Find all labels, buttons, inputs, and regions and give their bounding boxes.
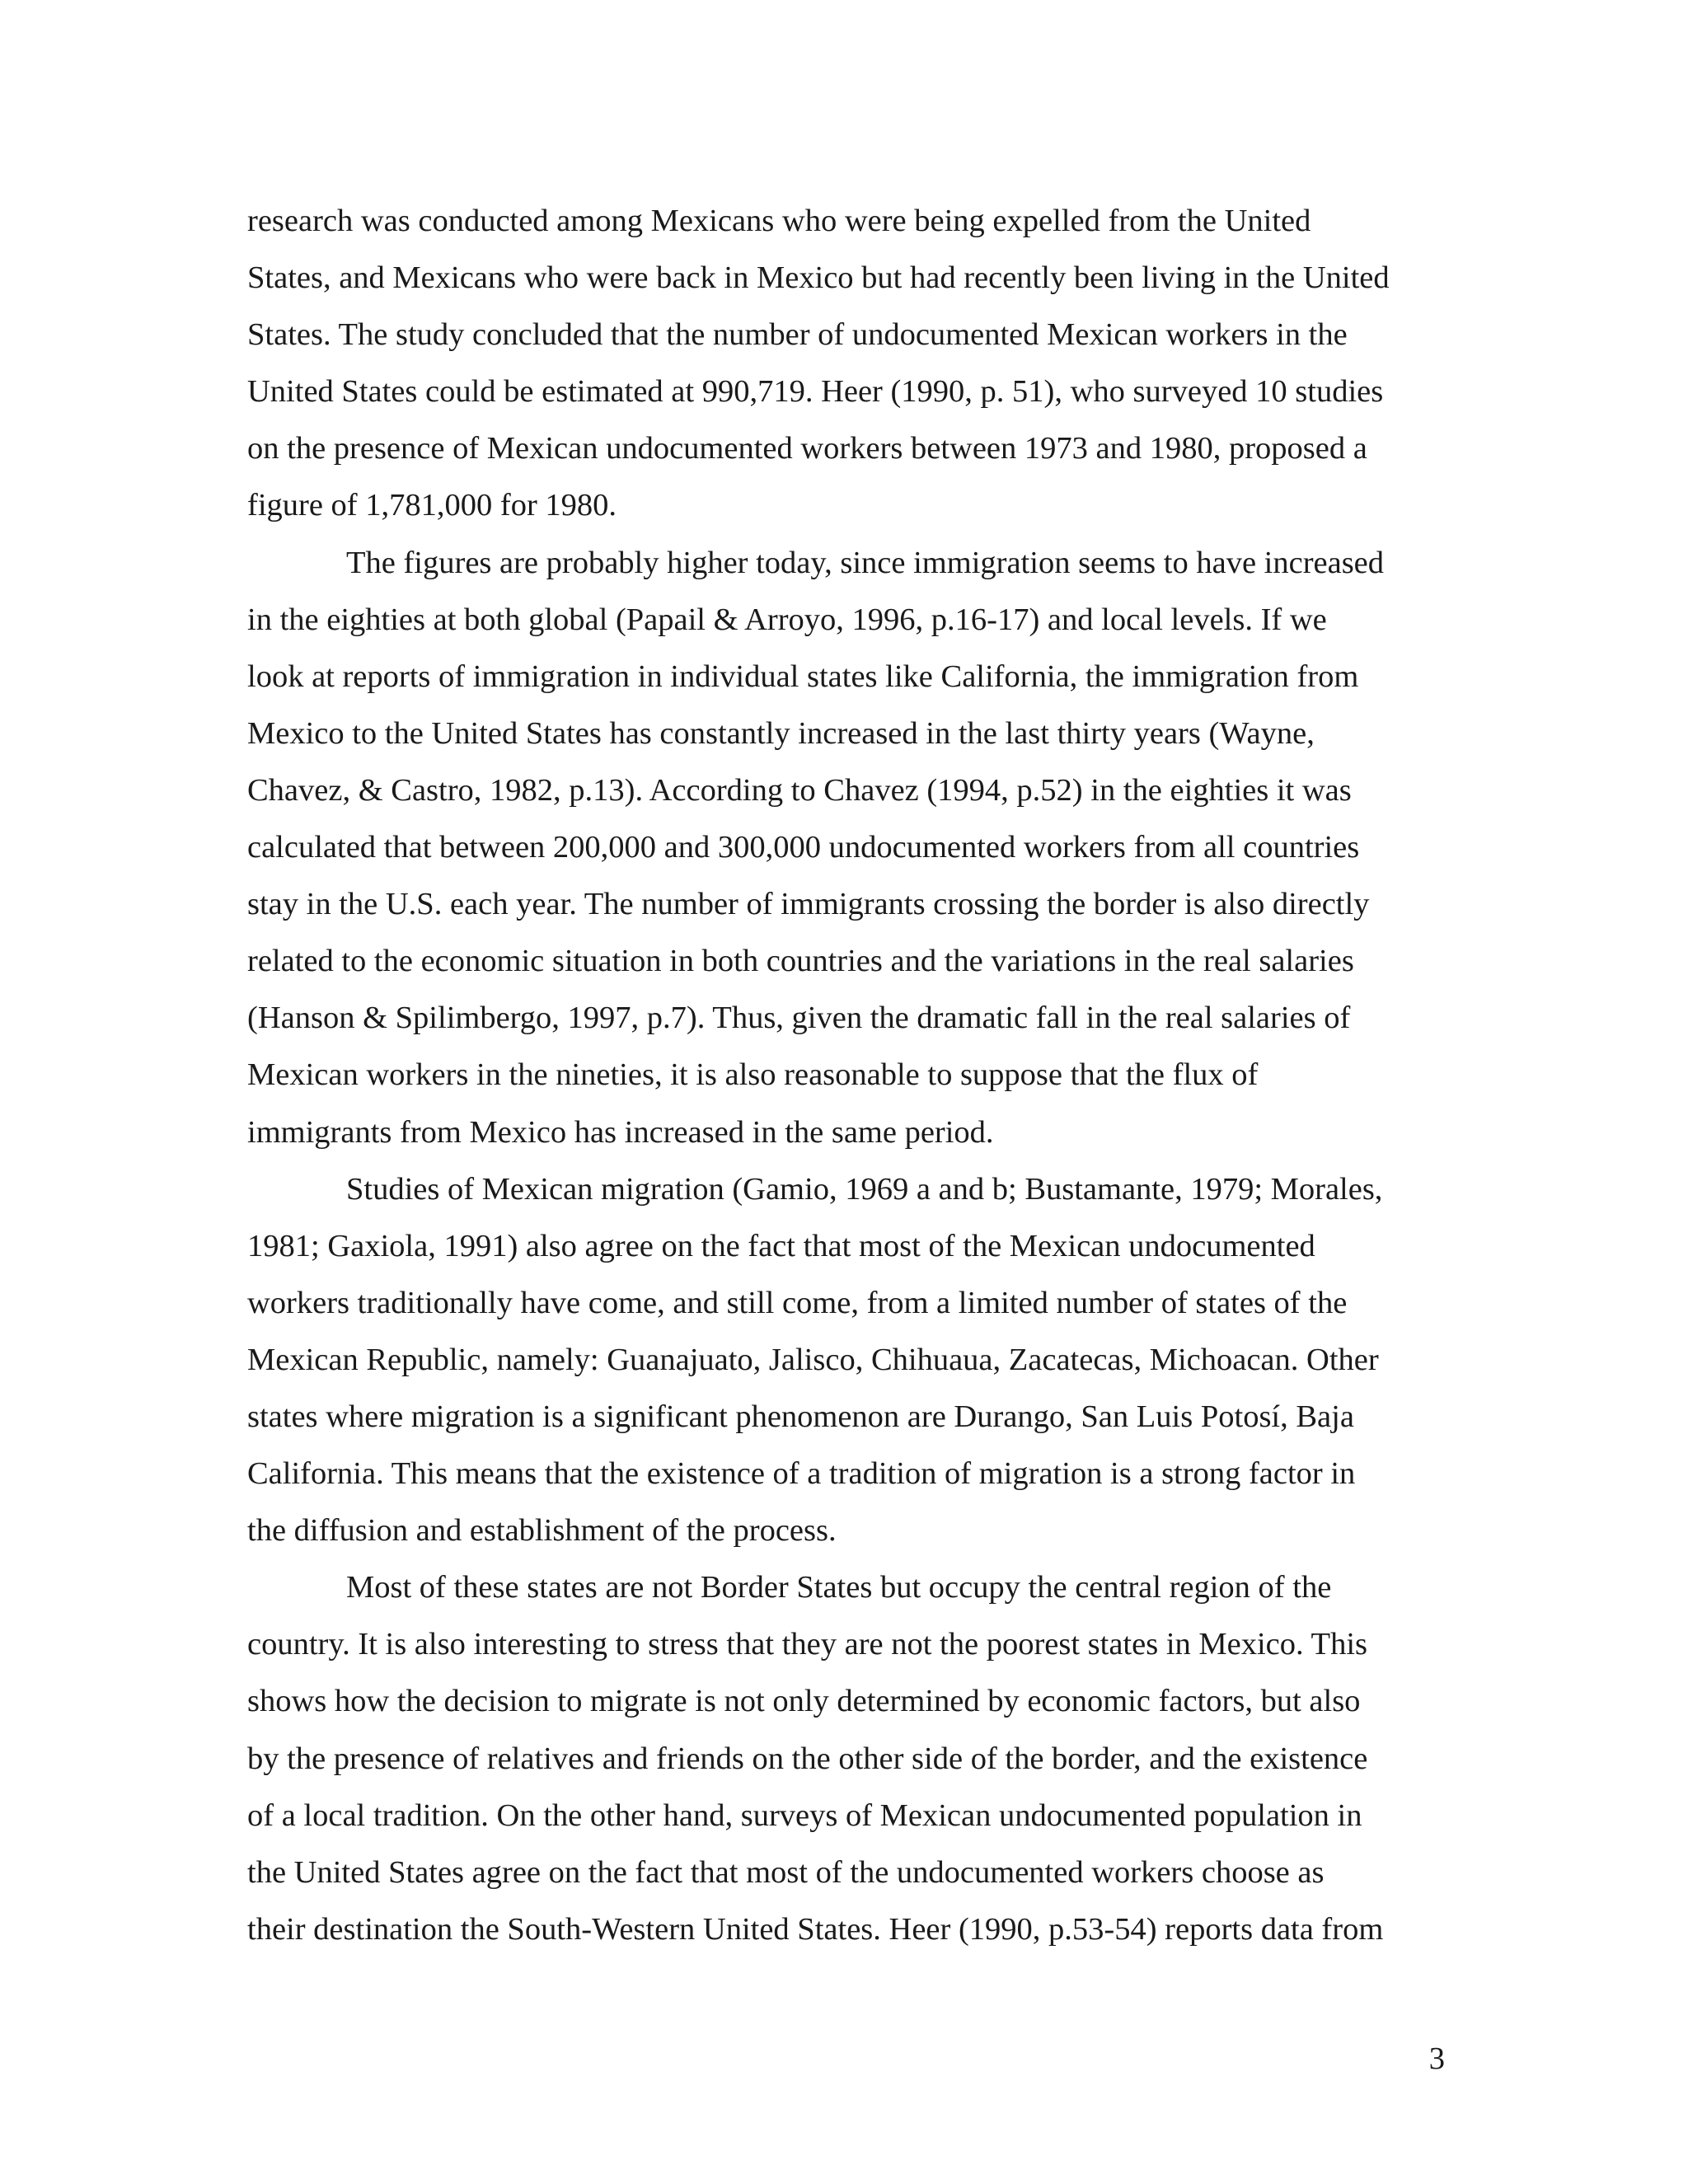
text-line: (Hanson & Spilimbergo, 1997, p.7). Thus, given the dramatic fall in the real salaries of: [247, 1001, 1351, 1036]
text-line: related to the economic situation in both countries and the variations in the real salaries: [247, 944, 1354, 979]
text-line: on the presence of Mexican undocumented workers between 1973 and 1980, proposed a: [247, 431, 1367, 466]
text-line: stay in the U.S. each year. The number of immigrants crossing the border is also directly: [247, 887, 1370, 922]
text-line: Studies of Mexican migration (Gamio, 1969 a and b; Bustamante, 1979; Morales,: [346, 1171, 1383, 1207]
text-line: by the presence of relatives and friends on the other side of the border, and the existence: [247, 1741, 1368, 1776]
text-line: states where migration is a significant phenomenon are Durango, San Luis Potosí, Baja: [247, 1399, 1354, 1434]
text-line: States. The study concluded that the number of undocumented Mexican workers in the: [247, 317, 1348, 353]
text-line: country. It is also interesting to stress that they are not the poorest states in Mexico. This: [247, 1627, 1368, 1662]
text-line: States, and Mexicans who were back in Mexico but had recently been living in the United: [247, 260, 1390, 296]
paragraph: [247, 193, 1451, 535]
text-line: of a local tradition. On the other hand, surveys of Mexican undocumented population in: [247, 1797, 1362, 1833]
text-line: in the eighties at both global (Papail & Arroyo, 1996, p.16-17) and local levels. If we: [247, 602, 1327, 637]
text-line: look at reports of immigration in individual states like California, the immigration from: [247, 658, 1359, 694]
paragraph: [247, 1559, 1451, 1958]
text-line: California. This means that the existence of a tradition of migration is a strong factor in: [247, 1456, 1356, 1492]
text-line: Mexican workers in the nineties, it is also reasonable to suppose that the flux of: [247, 1057, 1259, 1093]
page-number: 3: [1428, 2041, 1445, 2076]
text-line: figure of 1,781,000 for 1980.: [247, 488, 617, 523]
text-line: Mexico to the United States has constantly increased in the last thirty years (Wayne,: [247, 715, 1315, 751]
text-line: Mexican Republic, namely: Guanajuato, Jalisco, Chihuaua, Zacatecas, Michoacan. Other: [247, 1342, 1379, 1377]
text-line: the diffusion and establishment of the process.: [247, 1513, 837, 1549]
text-line: The figures are probably higher today, since immigration seems to have increased: [346, 545, 1385, 580]
body-text: [247, 193, 1451, 1958]
text-line: their destination the South-Western United States. Heer (1990, p.53-54) reports data from: [247, 1911, 1384, 1947]
text-line: Chavez, & Castro, 1982, p.13). According to Chavez (1994, p.52) in the eighties it was: [247, 772, 1352, 808]
text-line: workers traditionally have come, and still come, from a limited number of states of the: [247, 1285, 1348, 1320]
text-line: research was conducted among Mexicans who were being expelled from the United: [247, 204, 1311, 238]
paragraph: [247, 535, 1451, 1161]
paragraph: [247, 1161, 1451, 1560]
text-line: calculated that between 200,000 and 300,000 undocumented workers from all countries: [247, 830, 1360, 865]
text-line: the United States agree on the fact that most of the undocumented workers choose as: [247, 1854, 1325, 1890]
text-line: United States could be estimated at 990,719. Heer (1990, p. 51), who surveyed 10 studies: [247, 374, 1384, 410]
text-line: Most of these states are not Border States but occupy the central region of the: [346, 1570, 1332, 1605]
text-line: immigrants from Mexico has increased in the same period.: [247, 1114, 994, 1150]
text-line: 1981; Gaxiola, 1991) also agree on the fact that most of the Mexican undocumented: [247, 1228, 1315, 1263]
text-line: shows how the decision to migrate is not only determined by economic factors, but also: [247, 1684, 1361, 1719]
